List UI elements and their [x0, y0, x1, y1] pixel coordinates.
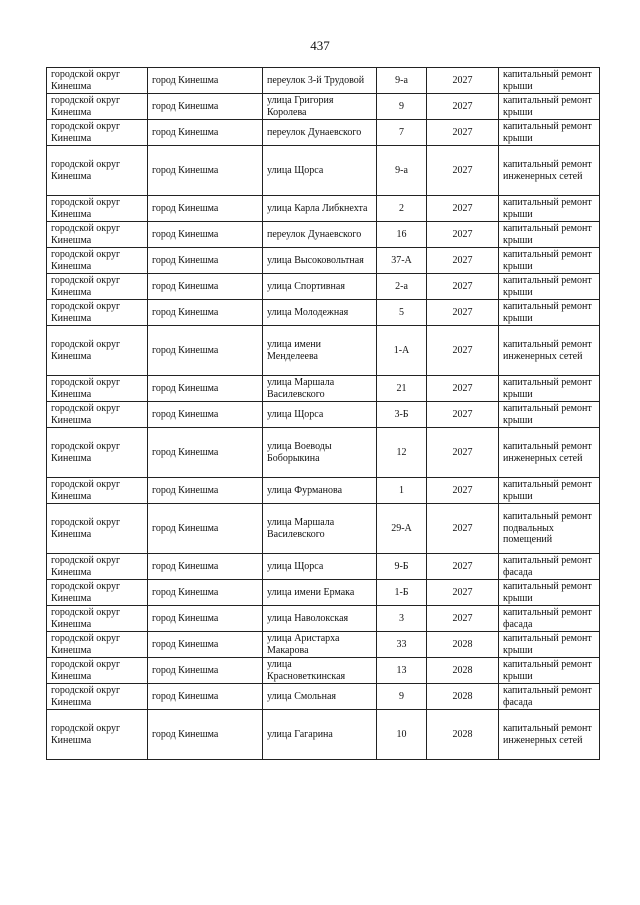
cell-work-type: капитальный ремонт крыши: [499, 376, 600, 402]
cell-street: улица Маршала Василевского: [263, 376, 377, 402]
table-row: [47, 248, 600, 274]
cell-year: 2028: [427, 658, 499, 684]
cell-house-number: 10: [377, 710, 427, 760]
table-row: [47, 274, 600, 300]
cell-street: улица Молодежная: [263, 300, 377, 326]
cell-municipal-district: городской округ Кинешма: [47, 684, 148, 710]
cell-year: 2027: [427, 606, 499, 632]
cell-work-type: капитальный ремонт фасада: [499, 684, 600, 710]
cell-municipal-district: городской округ Кинешма: [47, 222, 148, 248]
cell-municipal-district: городской округ Кинешма: [47, 120, 148, 146]
cell-city: город Кинешма: [148, 326, 263, 376]
cell-year: 2028: [427, 710, 499, 760]
table-row: [47, 658, 600, 684]
cell-street: улица Красноветкинская: [263, 658, 377, 684]
cell-municipal-district: городской округ Кинешма: [47, 554, 148, 580]
cell-work-type: капитальный ремонт крыши: [499, 196, 600, 222]
cell-work-type: капитальный ремонт крыши: [499, 300, 600, 326]
cell-work-type: капитальный ремонт фасада: [499, 554, 600, 580]
cell-house-number: 13: [377, 658, 427, 684]
cell-street: переулок Дунаевского: [263, 222, 377, 248]
table-row: [47, 376, 600, 402]
cell-house-number: 37-А: [377, 248, 427, 274]
cell-municipal-district: городской округ Кинешма: [47, 428, 148, 478]
cell-work-type: капитальный ремонт инженерных сетей: [499, 428, 600, 478]
cell-municipal-district: городской округ Кинешма: [47, 94, 148, 120]
cell-year: 2028: [427, 684, 499, 710]
cell-street: улица Воеводы Боборыкина: [263, 428, 377, 478]
cell-year: 2027: [427, 222, 499, 248]
cell-work-type: капитальный ремонт крыши: [499, 632, 600, 658]
cell-year: 2027: [427, 68, 499, 94]
cell-municipal-district: городской округ Кинешма: [47, 376, 148, 402]
cell-year: 2027: [427, 478, 499, 504]
cell-street: улица Гагарина: [263, 710, 377, 760]
table-row: [47, 326, 600, 376]
table-row: [47, 68, 600, 94]
table-row: [47, 684, 600, 710]
cell-municipal-district: городской округ Кинешма: [47, 606, 148, 632]
table-row: [47, 402, 600, 428]
cell-house-number: 2: [377, 196, 427, 222]
cell-city: город Кинешма: [148, 274, 263, 300]
cell-house-number: 29-А: [377, 504, 427, 554]
cell-year: 2027: [427, 300, 499, 326]
cell-year: 2027: [427, 94, 499, 120]
table-row: [47, 94, 600, 120]
cell-street: улица Щорса: [263, 402, 377, 428]
cell-house-number: 9-а: [377, 146, 427, 196]
cell-year: 2027: [427, 274, 499, 300]
cell-city: город Кинешма: [148, 554, 263, 580]
cell-work-type: капитальный ремонт инженерных сетей: [499, 326, 600, 376]
cell-house-number: 9-Б: [377, 554, 427, 580]
cell-house-number: 3-Б: [377, 402, 427, 428]
cell-street: улица Высоковольтная: [263, 248, 377, 274]
cell-municipal-district: городской округ Кинешма: [47, 658, 148, 684]
cell-street: улица Григория Королева: [263, 94, 377, 120]
table-row: [47, 478, 600, 504]
cell-city: город Кинешма: [148, 428, 263, 478]
cell-municipal-district: городской округ Кинешма: [47, 300, 148, 326]
repair-schedule-table: [46, 67, 600, 760]
cell-municipal-district: городской округ Кинешма: [47, 710, 148, 760]
cell-house-number: 5: [377, 300, 427, 326]
table-row: [47, 300, 600, 326]
cell-city: город Кинешма: [148, 300, 263, 326]
cell-city: город Кинешма: [148, 580, 263, 606]
cell-house-number: 12: [377, 428, 427, 478]
cell-year: 2028: [427, 632, 499, 658]
cell-city: город Кинешма: [148, 68, 263, 94]
table-row: [47, 222, 600, 248]
cell-municipal-district: городской округ Кинешма: [47, 326, 148, 376]
table-row: [47, 146, 600, 196]
cell-municipal-district: городской округ Кинешма: [47, 274, 148, 300]
cell-year: 2027: [427, 326, 499, 376]
cell-year: 2027: [427, 504, 499, 554]
cell-city: город Кинешма: [148, 196, 263, 222]
cell-work-type: капитальный ремонт крыши: [499, 658, 600, 684]
cell-year: 2027: [427, 120, 499, 146]
cell-work-type: капитальный ремонт крыши: [499, 248, 600, 274]
cell-year: 2027: [427, 196, 499, 222]
cell-municipal-district: городской округ Кинешма: [47, 248, 148, 274]
cell-street: улица Наволокская: [263, 606, 377, 632]
table-row: [47, 120, 600, 146]
cell-street: улица Карла Либкнехта: [263, 196, 377, 222]
cell-city: город Кинешма: [148, 248, 263, 274]
cell-house-number: 9-а: [377, 68, 427, 94]
cell-city: город Кинешма: [148, 632, 263, 658]
table-row: [47, 606, 600, 632]
cell-street: улица Маршала Василевского: [263, 504, 377, 554]
cell-year: 2027: [427, 248, 499, 274]
cell-house-number: 9: [377, 94, 427, 120]
cell-house-number: 1-А: [377, 326, 427, 376]
cell-city: город Кинешма: [148, 120, 263, 146]
cell-street: улица имени Ермака: [263, 580, 377, 606]
cell-street: улица Смольная: [263, 684, 377, 710]
table-row: [47, 504, 600, 554]
table-row: [47, 554, 600, 580]
cell-work-type: капитальный ремонт инженерных сетей: [499, 146, 600, 196]
cell-street: переулок Дунаевского: [263, 120, 377, 146]
cell-year: 2027: [427, 376, 499, 402]
cell-municipal-district: городской округ Кинешма: [47, 632, 148, 658]
cell-house-number: 21: [377, 376, 427, 402]
cell-city: город Кинешма: [148, 478, 263, 504]
cell-house-number: 1: [377, 478, 427, 504]
cell-year: 2027: [427, 402, 499, 428]
cell-house-number: 3: [377, 606, 427, 632]
cell-city: город Кинешма: [148, 222, 263, 248]
cell-house-number: 33: [377, 632, 427, 658]
cell-municipal-district: городской округ Кинешма: [47, 504, 148, 554]
cell-city: город Кинешма: [148, 376, 263, 402]
cell-year: 2027: [427, 146, 499, 196]
cell-year: 2027: [427, 428, 499, 478]
cell-work-type: капитальный ремонт фасада: [499, 606, 600, 632]
cell-year: 2027: [427, 554, 499, 580]
cell-municipal-district: городской округ Кинешма: [47, 196, 148, 222]
cell-municipal-district: городской округ Кинешма: [47, 580, 148, 606]
cell-city: город Кинешма: [148, 504, 263, 554]
cell-city: город Кинешма: [148, 684, 263, 710]
cell-work-type: капитальный ремонт крыши: [499, 94, 600, 120]
cell-house-number: 16: [377, 222, 427, 248]
cell-city: город Кинешма: [148, 146, 263, 196]
cell-work-type: капитальный ремонт крыши: [499, 120, 600, 146]
table-row: [47, 580, 600, 606]
table-row: [47, 632, 600, 658]
cell-city: город Кинешма: [148, 402, 263, 428]
cell-municipal-district: городской округ Кинешма: [47, 146, 148, 196]
table-row: [47, 428, 600, 478]
cell-house-number: 9: [377, 684, 427, 710]
cell-house-number: 7: [377, 120, 427, 146]
table-body: [47, 68, 600, 760]
table-row: [47, 196, 600, 222]
cell-work-type: капитальный ремонт подвальных помещений: [499, 504, 600, 554]
cell-house-number: 1-Б: [377, 580, 427, 606]
cell-city: город Кинешма: [148, 658, 263, 684]
cell-city: город Кинешма: [148, 94, 263, 120]
cell-municipal-district: городской округ Кинешма: [47, 68, 148, 94]
cell-street: улица Щорса: [263, 146, 377, 196]
cell-work-type: капитальный ремонт крыши: [499, 580, 600, 606]
cell-work-type: капитальный ремонт крыши: [499, 68, 600, 94]
cell-city: город Кинешма: [148, 606, 263, 632]
page-number: 437: [310, 38, 330, 53]
cell-municipal-district: городской округ Кинешма: [47, 478, 148, 504]
table-row: [47, 710, 600, 760]
cell-work-type: капитальный ремонт крыши: [499, 478, 600, 504]
cell-work-type: капитальный ремонт крыши: [499, 222, 600, 248]
cell-street: улица Аристарха Макарова: [263, 632, 377, 658]
cell-work-type: капитальный ремонт инженерных сетей: [499, 710, 600, 760]
cell-work-type: капитальный ремонт крыши: [499, 274, 600, 300]
cell-year: 2027: [427, 580, 499, 606]
cell-street: улица имени Менделеева: [263, 326, 377, 376]
cell-work-type: капитальный ремонт крыши: [499, 402, 600, 428]
cell-street: улица Фурманова: [263, 478, 377, 504]
cell-street: улица Щорса: [263, 554, 377, 580]
cell-city: город Кинешма: [148, 710, 263, 760]
cell-house-number: 2-а: [377, 274, 427, 300]
cell-street: переулок 3-й Трудовой: [263, 68, 377, 94]
cell-street: улица Спортивная: [263, 274, 377, 300]
cell-municipal-district: городской округ Кинешма: [47, 402, 148, 428]
